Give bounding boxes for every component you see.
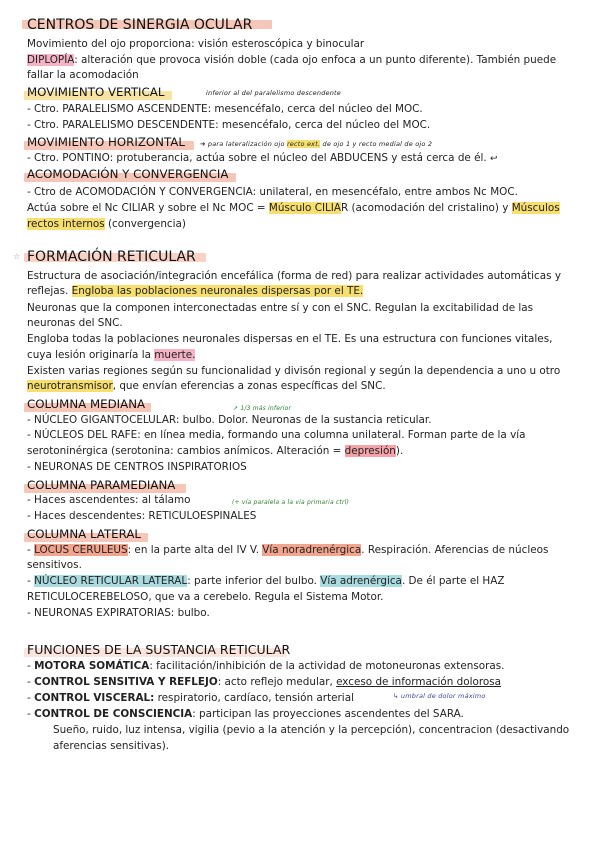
text-line: - NEURONAS DE CENTROS INSPIRATORIOS xyxy=(27,461,247,473)
text-line: - Ctro. PARALELISMO ASCENDENTE: mesencéfalo, cerca del núcleo del MOC. xyxy=(27,103,423,115)
section-title-formacion: FORMACIÓN RETICULAR xyxy=(27,249,196,265)
text-line: neuronas del SNC. xyxy=(27,317,123,329)
text-line: - NEURONAS EXPIRATORIAS: bulbo. xyxy=(27,607,210,619)
text-line: Movimiento del ojo proporciona: visión esteroscópica y binocular xyxy=(27,38,365,50)
term-diplopia: DIPLOPÍA xyxy=(27,54,75,66)
handwritten-note: ➔ para lateralización ojo recto ext. de ojo 1 y recto medial de ojo 2 xyxy=(200,140,433,148)
text-line: sensitivos. xyxy=(27,559,82,571)
heading-movimiento-vertical: MOVIMIENTO VERTICAL xyxy=(27,85,165,99)
text-line: cuya lesión originaría la muerte. xyxy=(27,349,196,361)
text-line: - MOTORA SOMÁTICA: facilitación/inhibición de la actividad de motoneuronas extensoras. xyxy=(27,660,505,672)
text-line: rectos internos (convergencia) xyxy=(27,218,186,230)
text-line: Sueño, ruido, luz intensa, vigilia (pevio a la atención y la percepción), concentracion (desactivando xyxy=(53,724,570,736)
text-line: - Ctro. PARALELISMO DESCENDENTE: mesencéfalo, cerca del núcleo del MOC. xyxy=(27,119,431,131)
text-line: - Ctro de ACOMODACIÓN Y CONVERGENCIA: unilateral, en mesencéfalo, entre ambos Nc MOC. xyxy=(27,186,518,198)
heading-movimiento-horizontal: MOVIMIENTO HORIZONTAL xyxy=(27,135,185,149)
star-icon: ☆ xyxy=(13,252,21,261)
text-line: Neuronas que la componen interconectadas entre sí y con el SNC. Regulan la excitabilidad de las xyxy=(27,302,534,314)
text-line: aferencias sensitivas). xyxy=(53,740,170,752)
text-line: DIPLOPÍA: alteración que provoca visión doble (cada ojo enfoca a un punto diferente). También puede xyxy=(27,54,557,66)
text-line: - Ctro. PONTINO: protuberancia, actúa sobre el núcleo del ABDUCENS y está cerca de él. ↩ xyxy=(27,152,498,164)
section-title-centros: CENTROS DE SINERGIA OCULAR xyxy=(27,17,253,33)
heading-columna-paramediana: COLUMNA PARAMEDIANA xyxy=(27,478,176,492)
text-line: serotoninérgica (serotonina: cambios anímicos. Alteración = depresión). xyxy=(27,445,404,457)
text-line: - NÚCLEOS DEL RAFE: en línea media, formando una columna unilateral. Forman parte de la vía xyxy=(27,429,526,441)
handwritten-note: ↳ umbral de dolor máximo xyxy=(393,692,486,700)
heading-acomodacion: ACOMODACIÓN Y CONVERGENCIA xyxy=(27,167,229,181)
text-line: - NÚCLEO RETICULAR LATERAL: parte inferior del bulbo. Vía adrenérgica. De él parte el HAZ xyxy=(27,575,505,587)
text-line: - Haces descendentes: RETICULOESPINALES xyxy=(27,510,257,522)
text-line: Actúa sobre el Nc CILIAR y sobre el Nc MOC = Músculo CILIAR (acomodación del cristalino) y Músculos xyxy=(27,202,560,214)
text-line: neurotransmisor, que envían eferencias a zonas específicas del SNC. xyxy=(27,380,386,392)
section-title-funciones: FUNCIONES DE LA SUSTANCIA RETICULAR xyxy=(27,642,291,657)
handwritten-note: ↗ 1/3 más inferior xyxy=(233,405,292,412)
text-line: Estructura de asociación/integración encefálica (forma de red) para realizar actividades automáticas y xyxy=(27,270,561,282)
handwritten-note: (+ vía paralela a la vía primaria ctrl) xyxy=(232,499,350,506)
text-line: Existen varias regiones según su funcionalidad y divisón regional y según la dependencia a uno u otro xyxy=(27,365,561,377)
text-line: - NÚCLEO GIGANTOCELULAR: bulbo. Dolor. Neuronas de la sustancia reticular. xyxy=(27,414,432,426)
heading-columna-mediana: COLUMNA MEDIANA xyxy=(27,397,146,411)
text-line: reflejas. Engloba las poblaciones neuronales dispersas por el TE. xyxy=(27,285,364,297)
text-line: fallar la acomodación xyxy=(27,69,139,81)
text-line: - CONTROL VISCERAL: respiratorio, cardíaco, tensión arterial xyxy=(27,692,354,704)
text-line: RETICULOCEREBELOSO, que va a cerebelo. Regula el Sistema Motor. xyxy=(27,591,384,603)
handwritten-note: inferior al del paralelismo descendente xyxy=(206,89,341,97)
heading-columna-lateral: COLUMNA LATERAL xyxy=(27,527,141,541)
text-line: Engloba todas la poblaciones neuronales dispersas en el TE. Es una estructura con funciones vitales, xyxy=(27,333,553,345)
text-line: - LOCUS CERULEUS: en la parte alta del IV V. Vía noradrenérgica. Respiración. Aferencias de núcleos xyxy=(27,544,549,556)
text-line: - CONTROL DE CONSCIENCIA: participan las proyecciones ascendentes del SARA. xyxy=(27,708,464,720)
text-line: - Haces ascendentes: al tálamo xyxy=(27,494,191,506)
text-line: - CONTROL SENSITIVA Y REFLEJO: acto reflejo medular, exceso de información dolorosa xyxy=(27,676,502,688)
arrow-icon: ↩ xyxy=(490,154,498,164)
